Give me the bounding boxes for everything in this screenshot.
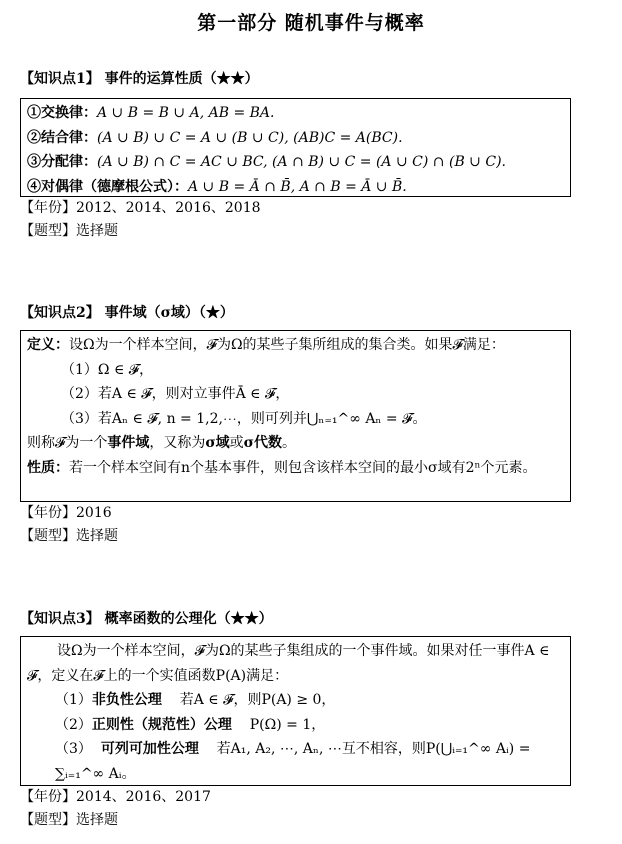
box-line	[27, 101, 564, 126]
term-event-field: 事件域	[107, 435, 150, 451]
axiom-text: 若A ∈ 𝓕，则P(A) ≥ 0，	[179, 692, 336, 708]
property-line	[27, 456, 564, 481]
section-2-box	[20, 330, 571, 502]
axiom-name: 非负性公理	[91, 692, 162, 708]
line-label: ④对偶律（德摩根公式）：	[27, 178, 188, 195]
axiom-number: （2）	[55, 716, 92, 733]
line-label: ③分配律：	[27, 154, 97, 170]
axiom-text: P(Ω) = 1，	[249, 716, 326, 733]
conclusion-text: 或	[229, 435, 244, 451]
section-2-meta	[20, 502, 118, 548]
section-1-box	[20, 98, 571, 197]
section-1-heading: 【知识点1】 事件的运算性质（★★）	[20, 71, 259, 87]
year-line: 【年份】2012、2014、2016、2018	[20, 200, 261, 216]
box-line	[27, 150, 564, 175]
section-1-meta	[20, 197, 261, 243]
definition-text: 设Ω为一个样本空间，𝓕为Ω的某些子集所组成的集合类。如果𝓕满足：	[69, 337, 505, 353]
axiom-text: 若A₁, A₂, ⋯, Aₙ, ⋯互不相容，则P(⋃ᵢ₌₁^∞ Aᵢ) = ∑ᵢ₌₁^∞ Aᵢ。	[55, 741, 531, 782]
axiom-number: （3）	[55, 741, 92, 757]
axiom-item	[27, 713, 564, 738]
axiom-intro: 设Ω为一个样本空间，𝓕为Ω的某些子集组成的一个事件域。如果对任一事件A ∈ 𝓕，定义在𝓕上的一个实值函数P(A)满足：	[27, 643, 550, 684]
term-sigma-algebra: σ代数	[243, 435, 282, 451]
axiom-name: 可列可加性公理	[100, 741, 199, 757]
box-line	[27, 175, 564, 200]
definition-label: 定义：	[27, 337, 69, 353]
condition-item: （3）若Aₙ ∈ 𝓕, n = 1,2,⋯，则可列并⋃ₙ₌₁^∞ Aₙ = 𝓕。	[61, 410, 427, 427]
box-line	[27, 126, 564, 151]
axiom-name: 正则性（规范性）公理	[91, 716, 232, 733]
line-formula: A ∪ B = Ā ∩ B̄, A ∩ B = Ā ∪ B̄.	[188, 178, 407, 195]
property-text: 若一个样本空间有n个基本事件，则包含该样本空间的最小σ域有2ⁿ个元素。	[69, 459, 537, 476]
line-formula: (A ∪ B) ∩ C = AC ∪ BC, (A ∩ B) ∪ C = (A ∪ C) ∩ (B ∪ C).	[97, 154, 506, 170]
axiom-number: （1）	[55, 692, 92, 708]
year-line: 【年份】2016	[20, 505, 112, 521]
section-3-box	[20, 636, 571, 786]
conclusion-text: 。	[282, 435, 296, 451]
type-line: 【题型】选择题	[20, 528, 118, 544]
conclusion-line	[27, 431, 564, 456]
axiom-item	[27, 737, 564, 786]
page-title: 第一部分 随机事件与概率	[197, 12, 425, 34]
condition-item: （1）Ω ∈ 𝓕，	[61, 361, 154, 378]
line-label: ②结合律：	[27, 129, 97, 146]
line-label: ①交换律：	[27, 105, 97, 121]
line-formula: (A ∪ B) ∪ C = A ∪ (B ∪ C), (AB)C = A(BC).	[97, 129, 403, 146]
type-line: 【题型】选择题	[20, 812, 118, 828]
year-line: 【年份】2014、2016、2017	[20, 789, 211, 805]
conclusion-text: 则称𝓕为一个	[27, 435, 108, 451]
definition-line	[27, 333, 564, 358]
section-3-meta	[20, 786, 211, 832]
section-3-heading: 【知识点3】 概率函数的公理化（★★）	[20, 611, 273, 627]
line-formula: A ∪ B = B ∪ A, AB = BA.	[97, 105, 275, 121]
type-line: 【题型】选择题	[20, 223, 118, 239]
property-label: 性质：	[27, 459, 69, 476]
condition-item: （2）若A ∈ 𝓕，则对立事件Ā ∈ 𝓕，	[61, 386, 290, 402]
term-sigma-field: σ域	[205, 435, 230, 451]
conclusion-text: ，又称为	[149, 435, 206, 451]
section-2-heading: 【知识点2】 事件域（σ域）（★）	[20, 305, 234, 321]
axiom-item	[27, 688, 564, 713]
